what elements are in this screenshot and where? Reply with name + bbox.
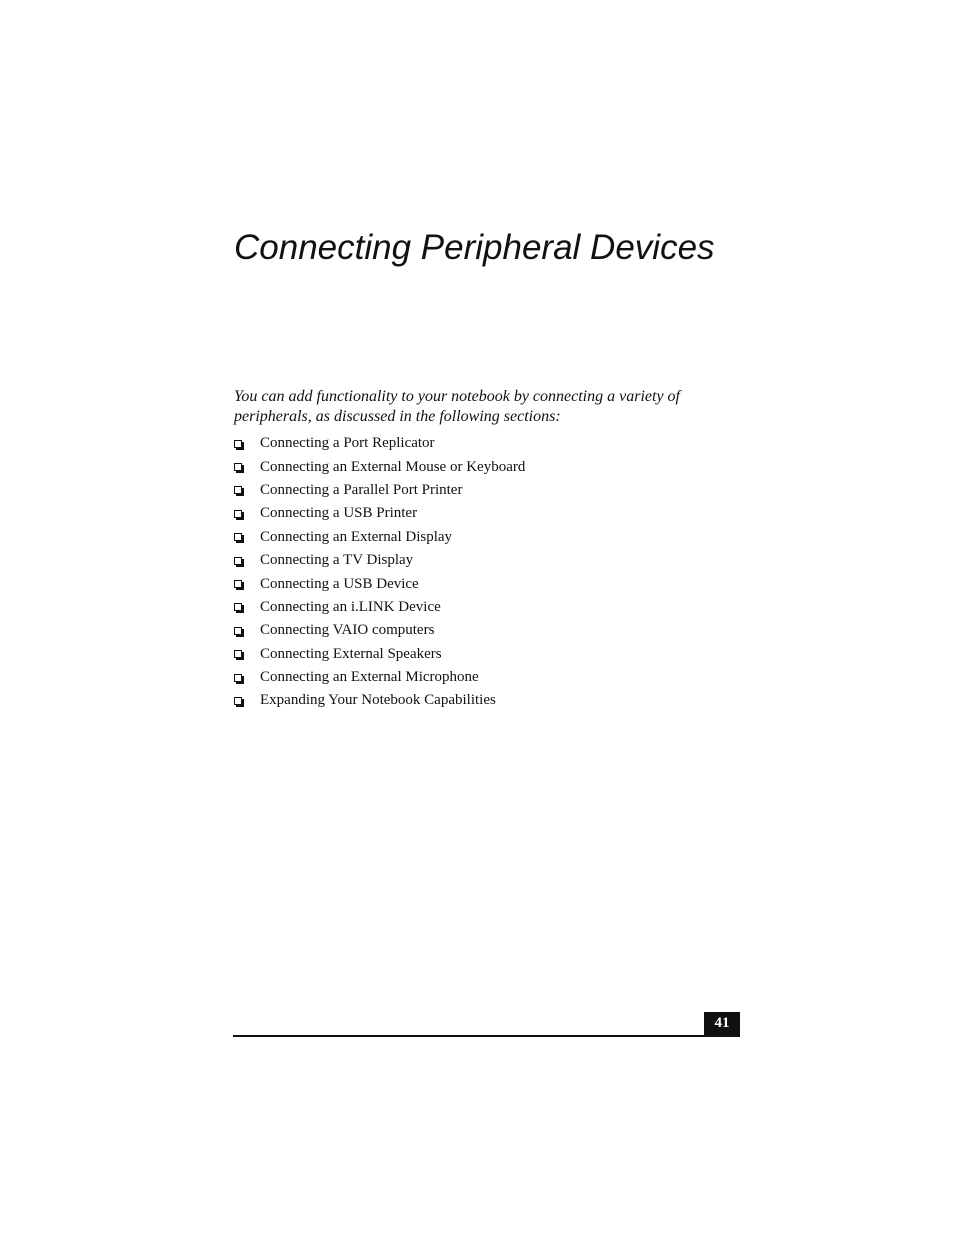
list-item (234, 502, 525, 525)
list-item (234, 596, 525, 619)
list-item-label: Connecting a TV Display (260, 552, 414, 569)
list-item-label: Connecting a Parallel Port Printer (260, 481, 463, 498)
list-item-label: Connecting an External Mouse or Keyboard (260, 458, 526, 475)
checkbox-icon (234, 557, 242, 565)
list-item (234, 432, 525, 455)
list-item (234, 479, 525, 502)
list-item (234, 549, 525, 572)
checkbox-icon (234, 580, 242, 588)
list-item (234, 572, 525, 595)
checkbox-icon (234, 697, 242, 705)
intro-paragraph: You can add functionality to your notebook by connecting a variety of peripherals, as discussed in the following sections: (234, 388, 680, 425)
list-item-label: Connecting a USB Printer (260, 505, 418, 522)
list-item-label: Connecting an External Microphone (260, 669, 479, 686)
page-title: Connecting Peripheral Devices (234, 228, 715, 267)
list-item-label: Connecting VAIO computers (260, 622, 435, 639)
list-item-label: Expanding Your Notebook Capabilities (260, 692, 496, 709)
checkbox-icon (234, 510, 242, 518)
list-item-label: Connecting an i.LINK Device (260, 598, 441, 615)
checkbox-icon (234, 440, 242, 448)
list-item (234, 455, 525, 478)
checkbox-icon (234, 603, 242, 611)
list-item (234, 643, 525, 666)
list-item-label: Connecting a Port Replicator (260, 435, 435, 452)
checkbox-icon (234, 674, 242, 682)
list-item-label: Connecting a USB Device (260, 575, 419, 592)
checkbox-icon (234, 463, 242, 471)
page-number: 41 (704, 1012, 740, 1037)
checkbox-icon (234, 533, 242, 541)
section-list (234, 432, 525, 713)
list-item-label: Connecting an External Display (260, 528, 453, 545)
list-item (234, 666, 525, 689)
list-item (234, 526, 525, 549)
list-item (234, 619, 525, 642)
list-item-label: Connecting External Speakers (260, 645, 442, 662)
list-item (234, 689, 525, 712)
checkbox-icon (234, 486, 242, 494)
checkbox-icon (234, 650, 242, 658)
footer-rule (233, 1035, 740, 1037)
checkbox-icon (234, 627, 242, 635)
